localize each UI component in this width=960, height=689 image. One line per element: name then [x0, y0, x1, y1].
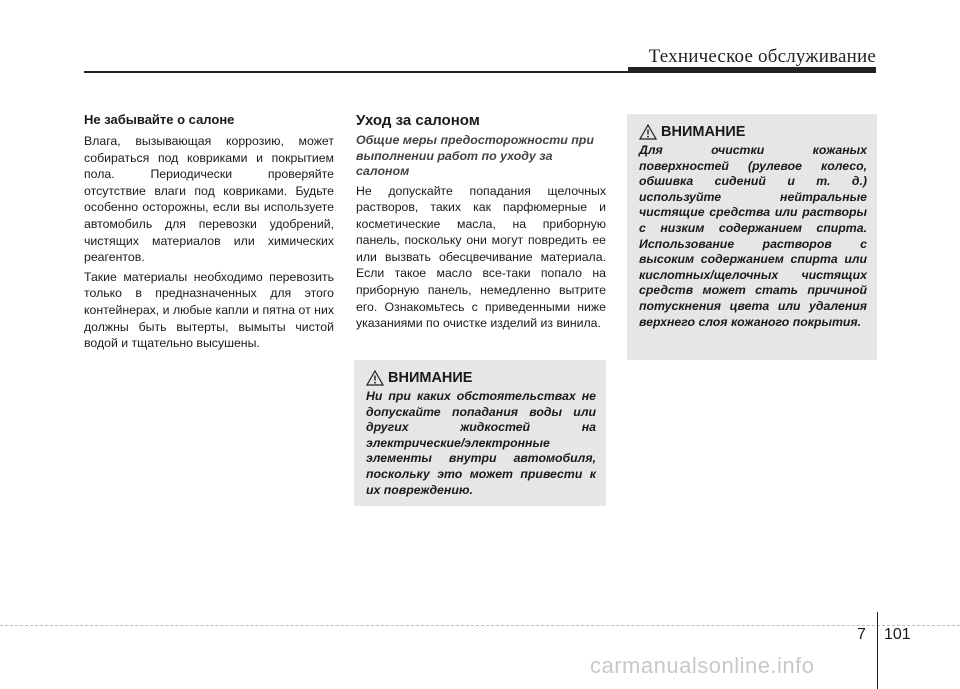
- page-number: 101: [884, 626, 911, 643]
- header-rule-accent: [628, 67, 876, 73]
- warning-text: Для очистки кожаных поверхностей (рулевое колесо, обшивка сидений и т. д.) используйте нейтральные чистящие средства или растворы с низким содержанием спирта. Использование растворов с высоким содержанием спирта или кислотных/щелочных чистящих средств может стать причиной потускнения цвета или удаления верхнего слоя кожаного покрытия.: [639, 143, 867, 329]
- warning-box-left: [354, 360, 606, 506]
- warning-box-right: [627, 114, 877, 360]
- body-paragraph: Влага, вызывающая коррозию, может собираться под ковриками и покрытием пола. Периодически проверяйте отсутствие влаги под ковриками. Будьте особенно осторожны, если вы используете автомобиль для перевозки удобрений, чистящих материалов или химических реагентов.: [84, 134, 334, 265]
- section-heading: Уход за салоном: [356, 112, 480, 129]
- warning-triangle-icon: [366, 370, 384, 386]
- body-paragraph: Не допускайте попадания щелочных растворов, таких как парфюмерные и косметические масла, на приборную панель, поскольку они могут повредить ее или вызвать обесцвечивание материала. Если такое масло все-таки попало на приборную панель, немедленно вытрите его. Ознакомьтесь с приведенными ниже указаниями по очистке изделий из винила.: [356, 183, 606, 331]
- warning-title: [639, 124, 867, 140]
- footer-divider: [877, 612, 878, 689]
- subheading: Общие меры предосторожности при выполнении работ по уходу за салоном: [356, 133, 594, 178]
- body-paragraph: Такие материалы необходимо перевозить только в предназначенных для этого контейнерах, и любые капли и пятна от них должны быть вытерты, вымыты чистой водой и тщательно высушены.: [84, 269, 334, 351]
- warning-title-text: ВНИМАНИЕ: [388, 370, 473, 386]
- warning-text: Ни при каких обстоятельствах не допускайте попадания воды или других жидкостей на электрические/электронные элементы внутри автомобиля, поскольку это может привести к их повреждению.: [366, 389, 596, 497]
- header-rule: [84, 71, 644, 73]
- warning-title-text: ВНИМАНИЕ: [661, 124, 746, 140]
- left-column: [84, 112, 334, 355]
- watermark: carmanualsonline.info: [590, 653, 815, 678]
- footer-rule: [0, 625, 960, 626]
- page-section: 7: [857, 626, 866, 643]
- warning-triangle-icon: [639, 124, 657, 140]
- header-title: Техническое обслуживание: [648, 46, 876, 67]
- warning-title: [366, 370, 596, 386]
- section-heading: Не забывайте о салоне: [84, 112, 235, 127]
- middle-column: [356, 112, 606, 335]
